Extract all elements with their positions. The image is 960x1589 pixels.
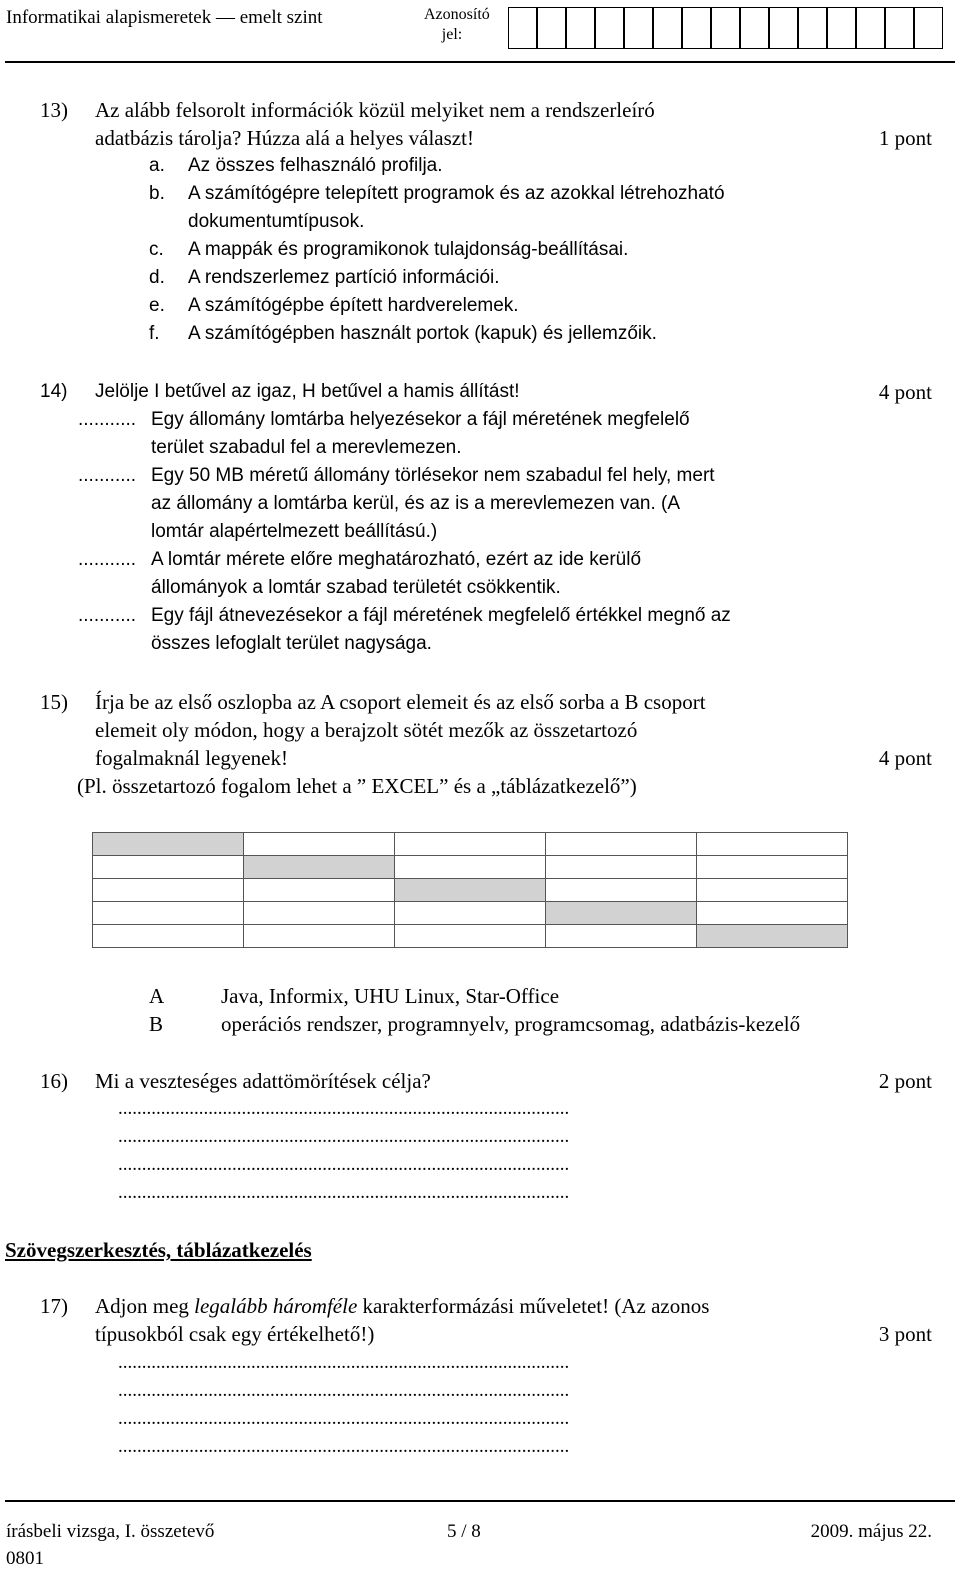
q14-statement-line: állományok a lomtár szabad területét csökkentik. [151, 577, 561, 598]
group-b-label: B [149, 1012, 164, 1036]
q13-option-text[interactable]: A mappák és programikonok tulajdonság-beállításai. [188, 239, 629, 260]
q13-text-line2: adatbázis tárolja? Húzza alá a helyes választ! [95, 126, 474, 150]
q14-number: 14) [40, 381, 68, 402]
q16-answer-line[interactable]: ............................................................................................... [118, 1182, 570, 1203]
q14-answer-blank[interactable]: ........... [78, 605, 137, 626]
q13-text-line1: Az alább felsorolt információk közül melyiket nem a rendszerleíró [95, 98, 655, 122]
q15-number: 15) [40, 690, 68, 714]
id-box[interactable] [653, 7, 682, 49]
q13-option-text[interactable]: A számítógépben használt portok (kapuk) és jellemzőik. [188, 323, 657, 344]
id-box[interactable] [595, 7, 624, 49]
q14-statement-line: Egy fájl átnevezésekor a fájl méretének megfelelő értékkel megnő az [151, 605, 731, 626]
footer-exam: írásbeli vizsga, I. összetevő [6, 1521, 215, 1542]
q17-answer-line[interactable]: ............................................................................................... [118, 1352, 570, 1373]
grid-cell[interactable] [546, 833, 697, 856]
q14-statement-line: Egy 50 MB méretű állomány törlésekor nem szabadul fel hely, mert [151, 465, 715, 486]
id-box[interactable] [827, 7, 856, 49]
header-title: Informatikai alapismeretek — emelt szint [6, 7, 323, 28]
id-box[interactable] [508, 7, 537, 49]
grid-cell-shaded[interactable] [546, 902, 697, 925]
grid-cell[interactable] [244, 925, 395, 948]
q16-text: Mi a veszteséges adattömörítések célja? [95, 1069, 431, 1093]
q14-statement-line: lomtár alapértelmezett beállítású.) [151, 521, 438, 542]
grid-cell[interactable] [244, 833, 395, 856]
grid-row [93, 833, 848, 856]
id-box[interactable] [885, 7, 914, 49]
grid-cell[interactable] [93, 902, 244, 925]
q13-option-text[interactable]: dokumentumtípusok. [188, 211, 365, 232]
id-box[interactable] [856, 7, 885, 49]
section-title: Szövegszerkesztés, táblázatkezelés [5, 1238, 312, 1262]
q13-option-letter: c. [149, 239, 164, 260]
q14-points: 4 pont [878, 380, 932, 404]
grid-cell[interactable] [546, 879, 697, 902]
q16-answer-line[interactable]: ............................................................................................... [118, 1154, 570, 1175]
q13-number: 13) [40, 98, 68, 122]
grid-cell[interactable] [697, 902, 848, 925]
q16-answer-line[interactable]: ............................................................................................... [118, 1098, 570, 1119]
q13-option-letter: b. [149, 183, 165, 204]
q13-option-text[interactable]: Az összes felhasználó profilja. [188, 155, 443, 176]
group-b-items: operációs rendszer, programnyelv, programcsomag, adatbázis-kezelő [221, 1012, 801, 1036]
grid-cell[interactable] [395, 902, 546, 925]
q16-answer-line[interactable]: ............................................................................................... [118, 1126, 570, 1147]
grid-cell[interactable] [93, 925, 244, 948]
id-box[interactable] [740, 7, 769, 49]
q14-statement-line: az állomány a lomtárba kerül, és az is a merevlemezen van. (A [151, 493, 681, 514]
matching-grid [92, 832, 848, 948]
q15-text-line3: fogalmaknál legyenek! [95, 746, 288, 770]
footer-date: 2009. május 22. [810, 1521, 932, 1542]
q14-statement-line: A lomtár mérete előre meghatározható, ezért az ide kerülő [151, 549, 642, 570]
q14-answer-blank[interactable]: ........... [78, 409, 137, 430]
q15-text-line2: elemeit oly módon, hogy a berajzolt sötét mezők az összetartozó [95, 718, 638, 742]
id-box[interactable] [566, 7, 595, 49]
q14-statement-line: Egy állomány lomtárba helyezésekor a fájl méretének megfelelő [151, 409, 690, 430]
grid-row [93, 925, 848, 948]
q15-example: (Pl. összetartozó fogalom lehet a ” EXCEL” és a „táblázatkezelő”) [77, 774, 637, 798]
q14-text: Jelölje I betűvel az igaz, H betűvel a hamis állítást! [95, 381, 520, 402]
grid-row [93, 856, 848, 879]
grid-cell[interactable] [395, 925, 546, 948]
q14-statement-line: terület szabadul fel a merevlemezen. [151, 437, 462, 458]
group-a-items: Java, Informix, UHU Linux, Star-Office [221, 984, 560, 1008]
id-label: Azonosító jel: [424, 6, 490, 43]
page-number: 5 / 8 [447, 1521, 481, 1542]
q17-text-line2: típusokból csak egy értékelhető!) [95, 1322, 375, 1346]
q16-points: 2 pont [878, 1069, 932, 1093]
grid-cell[interactable] [697, 879, 848, 902]
id-box[interactable] [624, 7, 653, 49]
grid-cell[interactable] [244, 879, 395, 902]
grid-cell-shaded[interactable] [697, 925, 848, 948]
grid-cell[interactable] [546, 925, 697, 948]
group-a-label: A [149, 984, 165, 1008]
q13-option-text[interactable]: A számítógépbe épített hardverelemek. [188, 295, 519, 316]
q17-number: 17) [40, 1294, 68, 1318]
q17-answer-line[interactable]: ............................................................................................... [118, 1408, 570, 1429]
q15-points: 4 pont [878, 746, 932, 770]
grid-cell[interactable] [395, 856, 546, 879]
grid-cell[interactable] [697, 833, 848, 856]
grid-cell[interactable] [697, 856, 848, 879]
grid-cell[interactable] [395, 833, 546, 856]
q13-points: 1 pont [878, 126, 932, 150]
grid-cell-shaded[interactable] [244, 856, 395, 879]
footer-code: 0801 [6, 1548, 44, 1569]
id-box[interactable] [769, 7, 798, 49]
q17-text-line1: Adjon meg legalább háromféle karakterformázási műveletet! (Az azonos [95, 1294, 710, 1318]
q16-number: 16) [40, 1069, 68, 1093]
q13-option-letter: e. [149, 295, 165, 316]
grid-row [93, 879, 848, 902]
grid-row [93, 902, 848, 925]
q17-points: 3 pont [878, 1322, 932, 1346]
q17-answer-line[interactable]: ............................................................................................... [118, 1380, 570, 1401]
q14-answer-blank[interactable]: ........... [78, 549, 137, 570]
footer-rule [5, 1500, 955, 1502]
id-box[interactable] [914, 7, 943, 49]
id-box[interactable] [798, 7, 827, 49]
grid-cell-shaded[interactable] [395, 879, 546, 902]
q13-option-letter: f. [149, 323, 160, 344]
header-rule [5, 61, 955, 63]
q15-text-line1: Írja be az első oszlopba az A csoport elemeit és az első sorba a B csoport [95, 690, 706, 714]
q17-answer-line[interactable]: ............................................................................................... [118, 1436, 570, 1457]
q14-statement-line: összes lefoglalt terület nagysága. [151, 633, 432, 654]
id-box[interactable] [711, 7, 740, 49]
id-box[interactable] [682, 7, 711, 49]
id-box[interactable] [537, 7, 566, 49]
q14-answer-blank[interactable]: ........... [78, 465, 137, 486]
grid-cell-shaded[interactable] [93, 833, 244, 856]
q13-option-text[interactable]: A rendszerlemez partíció információi. [188, 267, 500, 288]
q13-option-letter: d. [149, 267, 165, 288]
q13-option-text[interactable]: A számítógépre telepített programok és az azokkal létrehozható [188, 183, 725, 204]
grid-cell[interactable] [546, 856, 697, 879]
grid-cell[interactable] [93, 879, 244, 902]
grid-cell[interactable] [244, 902, 395, 925]
grid-cell[interactable] [93, 856, 244, 879]
q13-option-letter: a. [149, 155, 165, 176]
